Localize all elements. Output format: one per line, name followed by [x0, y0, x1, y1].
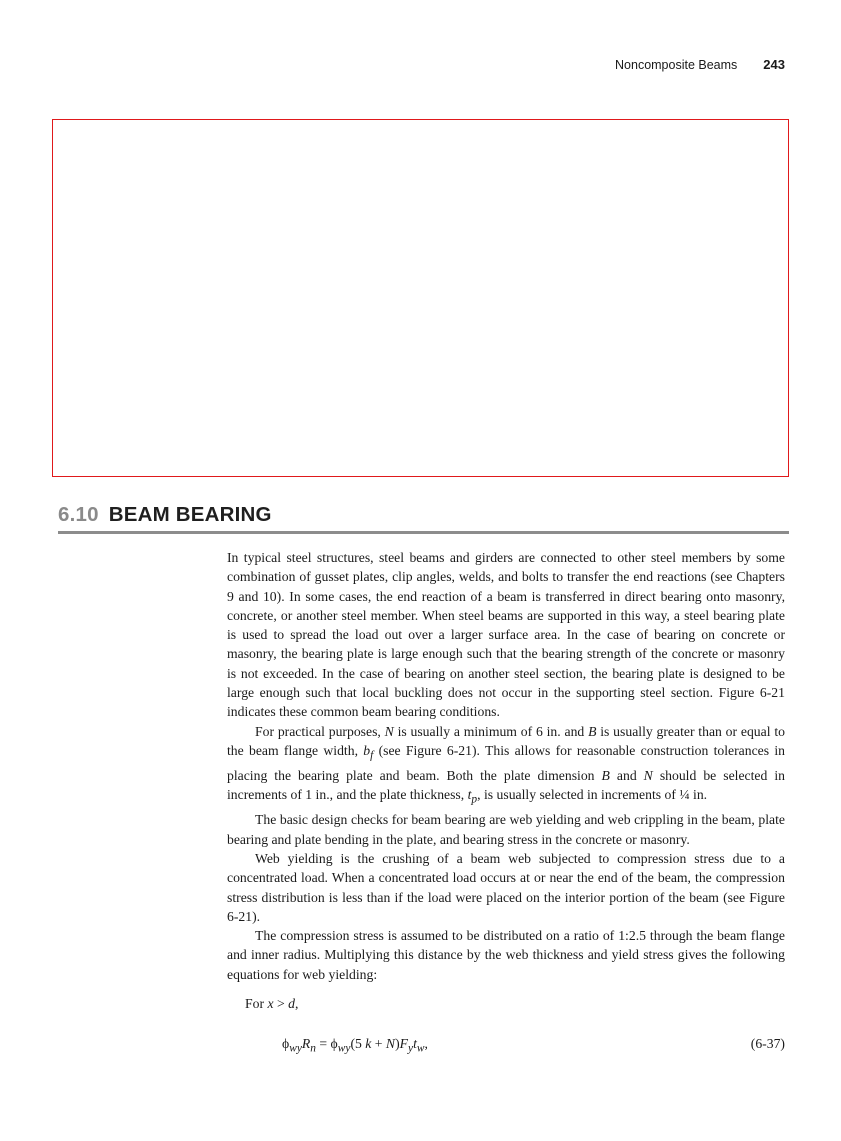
var-t: t — [413, 1036, 417, 1051]
section-number: 6.10 — [58, 503, 99, 526]
paragraph-1: In typical steel structures, steel beams and girders are connected to other steel members by some combination of gusset plates, clip angles, welds, and bolts to transfer the end reactions (see Chapters 9 and 10). In some cases, the end reaction of a beam is transferred in direct bearing onto masonry, concrete, or another steel member. When steel beams are supported in this way, a steel bearing plate is used to spread the load out over a larger surface area. In the case of bearing on concrete or masonry, the bearing plate is large enough such that the bearing strength of the concrete or masonry is not exceeded. In the case of bearing on another steel section, the bearing plate is designed to be large enough such that local buckling does not occur in the supporting steel section. Figure 6-21 indicates these common beam bearing conditions. — [227, 550, 785, 720]
section-title: BEAM BEARING — [108, 503, 272, 526]
equation-6-37 — [282, 1036, 785, 1055]
var-N: N — [384, 723, 394, 739]
sub-n: n — [310, 1042, 316, 1055]
punctuation: , — [294, 996, 299, 1011]
var-tp: t — [467, 787, 472, 803]
plus-sign: + — [371, 1036, 386, 1051]
var-bf-sub: f — [370, 749, 374, 762]
equation-number: (6-37) — [750, 1036, 785, 1051]
var-k: k — [365, 1036, 372, 1051]
eq-text: (5 — [350, 1036, 366, 1051]
var-x: x — [267, 996, 274, 1011]
figure-placeholder — [52, 119, 789, 477]
var-N: N — [643, 768, 653, 783]
paragraph-5: The compression stress is assumed to be distributed on a ratio of 1:2.5 through the beam flange and inner radius. Multiplying this distance by the web thickness and yield stress gives the following equations for web yielding: — [227, 928, 785, 982]
paragraph-4: Web yielding is the crushing of a beam web subjected to compression stress due to a concentrated load. When a concentrated load occurs at or near the end of the beam, the compression stress distribution is less than if the load were placed on the interior portion of the beam (see Figure 6-21). — [227, 850, 785, 924]
p2-text: (see Figure 6-21). This allows for reasonable construction tolerances in placing the bearing plate and beam. Both the plate dimension — [227, 742, 785, 783]
sub-y: y — [408, 1042, 414, 1055]
p2-text: should be selected in increments of 1 in., and the plate thickness, — [227, 768, 785, 803]
section-heading — [58, 503, 789, 527]
var-d: d — [288, 996, 295, 1011]
var-N: N — [385, 1036, 396, 1051]
running-header — [615, 57, 785, 72]
phi-symbol: ϕ — [330, 1036, 338, 1051]
running-title: Noncomposite Beams — [615, 58, 738, 72]
equals-sign: = — [315, 1036, 331, 1051]
condition-for: For — [245, 996, 268, 1011]
p2-text: , is usually selected in increments of ¼ in. — [477, 787, 708, 803]
operator-greater: > — [273, 996, 289, 1011]
p2-text: is usually a minimum of 6 in. and — [393, 723, 589, 739]
var-B: B — [601, 768, 610, 783]
var-F: F — [399, 1036, 408, 1051]
phi-symbol: ϕ — [282, 1036, 290, 1051]
eq-text: ) — [395, 1036, 400, 1051]
sub-wy: wy — [289, 1042, 302, 1055]
sub-w: w — [416, 1042, 425, 1055]
punctuation: , — [424, 1036, 428, 1051]
var-tp-sub: p — [471, 794, 478, 807]
body-text — [227, 548, 785, 984]
condition-line — [245, 996, 298, 1012]
var-bf: b — [363, 742, 371, 758]
p2-text: is usually greater than or equal to the beam flange width, — [227, 723, 785, 758]
sub-wy: wy — [337, 1042, 351, 1055]
p2-text: and — [609, 768, 644, 783]
p2-text: For practical purposes, — [255, 723, 385, 739]
page-number: 243 — [763, 57, 785, 72]
section-rule — [58, 531, 789, 534]
paragraph-3: The basic design checks for beam bearing are web yielding and web crippling in the beam, plate bearing and plate bending in the plate, and bearing stress in the concrete or masonry. — [227, 812, 785, 847]
paragraph-2 — [227, 722, 785, 811]
var-R: R — [301, 1036, 311, 1051]
var-B: B — [588, 723, 597, 739]
